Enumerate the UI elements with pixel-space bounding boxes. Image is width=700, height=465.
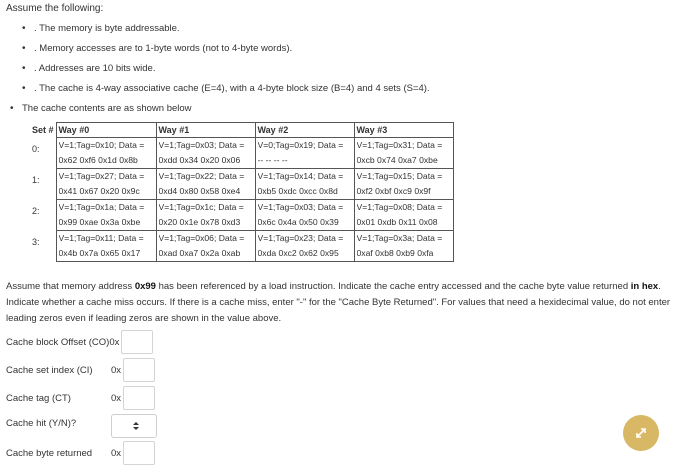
bullet-icon: • (22, 83, 26, 94)
way-meta: V=1;Tag=0x06; Data = (158, 233, 245, 243)
cache-hit-select[interactable] (111, 414, 157, 438)
way-meta: V=1;Tag=0x08; Data = (356, 202, 443, 212)
way-cell (56, 169, 156, 200)
way-data: 0xad 0xa7 0x2a 0xab (158, 248, 241, 258)
up-down-chevron-icon (132, 421, 140, 431)
way-meta: V=1;Tag=0x3a; Data = (356, 233, 443, 243)
set-index-cell: 3: (32, 236, 40, 247)
co-prefix: 0x (109, 336, 120, 348)
ct-input[interactable] (123, 386, 155, 410)
set-index-cell: 2: (32, 205, 40, 216)
bullet-icon: • (22, 43, 26, 54)
bullet-text: . Memory accesses are to 1-byte words (not to 4-byte words). (34, 43, 293, 54)
way-data: 0xaf 0xb8 0xb9 0xfa (356, 248, 434, 258)
way-data: 0x20 0x1e 0x78 0xd3 (158, 217, 241, 227)
bullet-text: The cache contents are as shown below (22, 103, 192, 114)
question-paragraph (6, 279, 694, 327)
co-field-row (6, 330, 153, 354)
way-data: 0xb5 0xdc 0xcc 0x8d (257, 186, 338, 196)
way-cell (354, 200, 453, 231)
way-meta: V=1;Tag=0x10; Data = (58, 140, 145, 150)
ct-prefix: 0x (111, 392, 122, 404)
way-data: 0xda 0xc2 0x62 0x95 (257, 248, 339, 258)
way-cell (56, 200, 156, 231)
table-row (30, 138, 453, 169)
way-cell (354, 169, 453, 200)
way-meta: V=1;Tag=0x22; Data = (158, 171, 245, 181)
way-cell (56, 231, 156, 262)
emphasis-text: in hex (630, 281, 659, 292)
way-meta: V=1;Tag=0x1a; Data = (58, 202, 145, 212)
ci-label: Cache set index (CI) (6, 364, 93, 376)
list-item (22, 42, 430, 62)
bullet-icon: • (22, 23, 26, 34)
list-item (22, 82, 430, 102)
hit-label: Cache hit (Y/N)? (6, 418, 77, 429)
list-item (10, 102, 430, 122)
way-data: 0x41 0x67 0x20 0x9c (58, 186, 140, 196)
expand-button[interactable] (623, 415, 659, 451)
ci-input[interactable] (123, 358, 155, 382)
question-text: . Indicate whether a cache miss occurs. If there is a cache miss, enter "-" for the "Cache Byte Returned". For values that need a hexidecimal value, do not enter leading zeros even if leading zeros are shown in the value above. (6, 281, 671, 324)
way-cell (156, 138, 255, 169)
way-meta: V=1;Tag=0x14; Data = (257, 171, 344, 181)
way-data: 0x6c 0x4a 0x50 0x39 (257, 217, 339, 227)
way-meta: V=1;Tag=0x27; Data = (58, 171, 145, 181)
bullet-icon: • (10, 103, 14, 114)
set-index-cell: 1: (32, 174, 40, 185)
byte-input[interactable] (123, 441, 155, 465)
way-data: 0xcb 0x74 0xa7 0xbe (356, 155, 438, 165)
co-label: Cache block Offset (CO) (6, 336, 110, 348)
way-data: 0xdd 0x34 0x20 0x06 (158, 155, 241, 165)
way-cell (354, 138, 453, 169)
way-meta: V=1;Tag=0x03; Data = (257, 202, 344, 212)
way-cell (354, 231, 453, 262)
column-header-way1: Way #1 (156, 123, 255, 138)
bullet-text: . The cache is 4-way associative cache (E=4), with a 4-byte block size (B=4) and 4 sets (S=4). (34, 83, 430, 94)
way-data: -- -- -- -- (257, 155, 288, 165)
way-cell (156, 169, 255, 200)
way-meta: V=1;Tag=0x03; Data = (158, 140, 245, 150)
column-header-way2: Way #2 (255, 123, 354, 138)
way-data: 0x99 0xae 0x3a 0xbe (58, 217, 141, 227)
way-cell (255, 200, 354, 231)
bullet-text: . Addresses are 10 bits wide. (34, 63, 156, 74)
cache-table (30, 122, 454, 262)
way-meta: V=1;Tag=0x11; Data = (58, 233, 144, 243)
ct-label: Cache tag (CT) (6, 392, 71, 404)
way-data: 0x62 0xf6 0x1d 0x8b (58, 155, 138, 165)
bullet-text: . The memory is byte addressable. (34, 23, 180, 34)
table-row (30, 200, 453, 231)
byte-label: Cache byte returned (6, 447, 93, 459)
table-row (30, 169, 453, 200)
way-cell (255, 138, 354, 169)
question-text: Assume that memory address (6, 281, 135, 292)
byte-field-row (6, 441, 155, 465)
way-meta: V=1;Tag=0x31; Data = (356, 140, 443, 150)
way-cell (255, 231, 354, 262)
question-text: has been referenced by a load instruction. Indicate the cache entry accessed and the cache byte value returned (155, 281, 631, 292)
way-data: 0x01 0xdb 0x11 0x08 (356, 217, 438, 227)
bullet-icon: • (22, 63, 26, 74)
way-meta: V=0;Tag=0x19; Data = (257, 140, 344, 150)
memory-address: 0x99 (134, 281, 156, 292)
table-header-row (30, 123, 453, 138)
hit-field-row (6, 418, 76, 429)
byte-prefix: 0x (111, 447, 122, 459)
table-row (30, 231, 453, 262)
way-cell (255, 169, 354, 200)
way-data: 0x4b 0x7a 0x65 0x17 (58, 248, 141, 258)
way-cell (156, 200, 255, 231)
expand-arrows-icon (634, 426, 648, 440)
assumption-list (10, 22, 430, 122)
way-data: 0xf2 0xbf 0xc9 0x9f (356, 186, 431, 196)
list-item (22, 22, 430, 42)
column-header-set: Set # (32, 125, 54, 135)
set-index-cell: 0: (32, 143, 40, 154)
intro-text: Assume the following: (6, 3, 104, 14)
way-meta: V=1;Tag=0x23; Data = (257, 233, 344, 243)
way-meta: V=1;Tag=0x15; Data = (356, 171, 443, 181)
ci-prefix: 0x (111, 364, 122, 376)
list-item (22, 62, 430, 82)
way-cell (56, 138, 156, 169)
way-cell (156, 231, 255, 262)
ct-field-row (6, 386, 155, 410)
way-data: 0xd4 0x80 0x58 0xe4 (158, 186, 241, 196)
ci-field-row (6, 358, 155, 382)
co-input[interactable] (121, 330, 153, 354)
column-header-way3: Way #3 (354, 123, 453, 138)
way-meta: V=1;Tag=0x1c; Data = (158, 202, 244, 212)
column-header-way0: Way #0 (56, 123, 156, 138)
